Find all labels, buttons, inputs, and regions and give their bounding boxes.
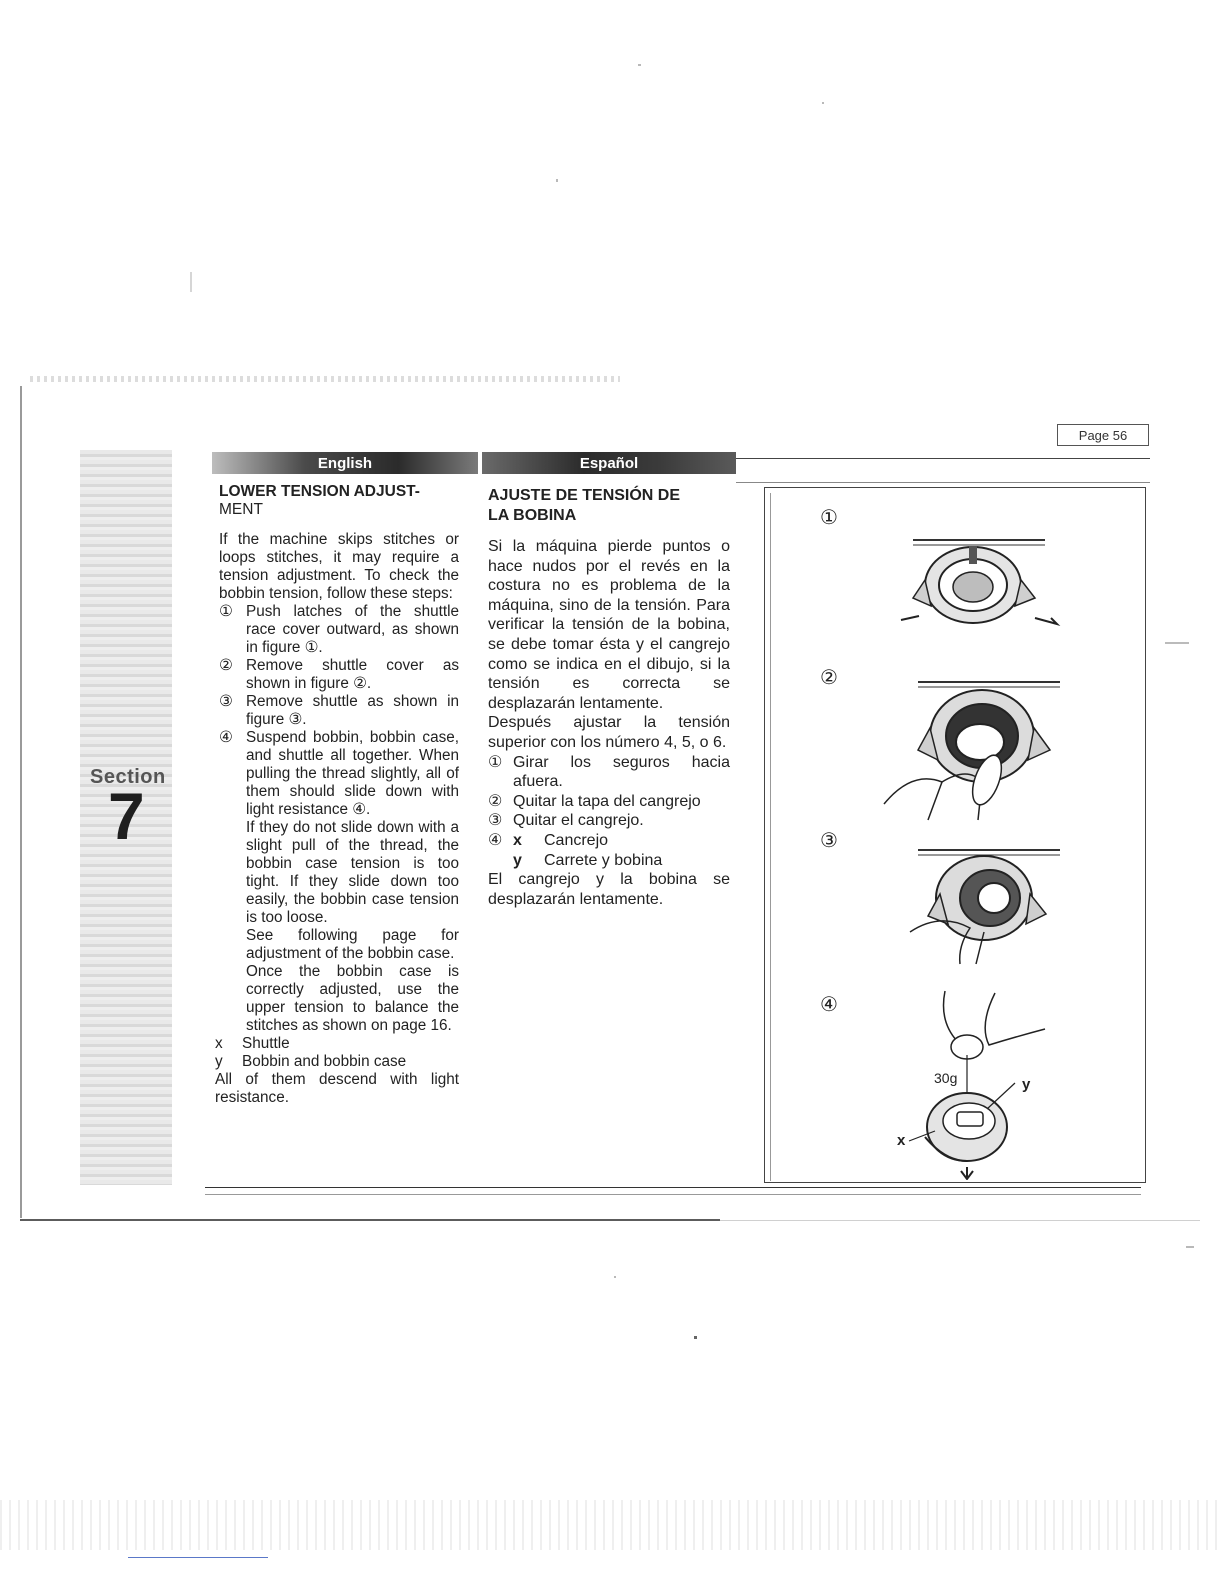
step-text: Push latches of the shuttle race cover outward, as shown in figure ①. bbox=[246, 603, 459, 656]
content-bottom-rule-faint bbox=[205, 1194, 1141, 1195]
english-intro: If the machine skips stitches or loops stitches, it may require a tension adjustment. To check the bobbin tension, follow these steps: bbox=[219, 531, 459, 602]
spanish-closing: El cangrejo y la bobina se desplazarán lentamente. bbox=[488, 871, 730, 908]
spanish-legend-y bbox=[488, 851, 730, 871]
english-column bbox=[215, 483, 459, 1107]
weight-label: 30g bbox=[934, 1070, 958, 1086]
english-step bbox=[219, 603, 459, 657]
step-number: ① bbox=[219, 603, 233, 620]
page-bottom-rule bbox=[20, 1219, 720, 1221]
legend-key: y bbox=[513, 851, 522, 869]
legend-text: Carrete y bobina bbox=[544, 851, 663, 869]
english-step bbox=[219, 657, 459, 693]
scan-speck bbox=[190, 272, 192, 292]
header-rule bbox=[736, 458, 1150, 459]
step-number: ③ bbox=[488, 812, 503, 830]
shuttle-race-cover-latches-icon bbox=[895, 528, 1065, 633]
content-bottom-rule bbox=[205, 1187, 1141, 1188]
header-rule-lower bbox=[736, 482, 1150, 483]
legend-key: y bbox=[215, 1053, 223, 1070]
scan-speck bbox=[1165, 642, 1189, 644]
spanish-legend-x bbox=[488, 831, 730, 851]
page-left-rule bbox=[20, 386, 22, 1218]
blue-scan-line bbox=[128, 1557, 268, 1558]
legend-text: Bobbin and bobbin case bbox=[242, 1053, 407, 1070]
spanish-heading bbox=[488, 486, 730, 526]
scan-speck bbox=[1186, 1246, 1194, 1248]
remove-shuttle-icon bbox=[900, 836, 1070, 966]
figure-number: ① bbox=[820, 507, 838, 529]
step-number: ② bbox=[219, 657, 233, 674]
step-text: Suspend bobbin, bobbin case, and shuttle all together. When pulling the thread slightly, all of them should slide down with light resistance ④. bbox=[246, 729, 459, 818]
english-para-tension: If they do not slide down with a slight pull of the thread, the bobbin case tension is too tight. If they slide down too easily, the bobbin case tension is too loose. bbox=[246, 819, 459, 926]
figure-number: ③ bbox=[820, 830, 838, 852]
step-text: Quitar el cangrejo. bbox=[513, 812, 644, 830]
legend-text: Shuttle bbox=[242, 1035, 290, 1052]
scan-speck bbox=[694, 1336, 697, 1339]
step-text: Quitar la tapa del cangrejo bbox=[513, 792, 701, 810]
step-text: Remove shuttle as shown in figure ③. bbox=[246, 693, 459, 728]
step-number: ② bbox=[488, 792, 503, 810]
step-number: ④ bbox=[488, 831, 503, 849]
english-heading bbox=[219, 483, 459, 519]
english-step bbox=[219, 693, 459, 729]
spanish-header-label: Español bbox=[579, 454, 639, 472]
spanish-heading-line1: AJUSTE DE TENSIÓN DE bbox=[488, 487, 681, 504]
figure-label-y: y bbox=[1022, 1076, 1031, 1093]
english-closing: All of them descend with light resistance. bbox=[215, 1071, 459, 1106]
scan-noise-bottom bbox=[0, 1500, 1224, 1550]
section-number: 7 bbox=[108, 779, 145, 853]
step-number: ① bbox=[488, 753, 503, 771]
spanish-column bbox=[488, 486, 730, 909]
spanish-heading-line2: LA BOBINA bbox=[488, 507, 577, 524]
spanish-header-bar bbox=[482, 452, 736, 474]
scan-speck bbox=[556, 179, 558, 182]
figure-number: ② bbox=[820, 667, 838, 689]
scan-speck bbox=[822, 102, 824, 104]
english-heading-line1: LOWER TENSION ADJUST- bbox=[219, 483, 420, 500]
page-number: Page 56 bbox=[1078, 427, 1128, 443]
figure-label-x: x bbox=[897, 1132, 906, 1149]
scan-speck bbox=[614, 1276, 616, 1278]
page-number-box bbox=[1057, 424, 1149, 446]
english-step bbox=[219, 729, 459, 819]
english-legend-x bbox=[215, 1035, 459, 1053]
spanish-intro: Si la máquina pierde puntos o hace nudos por el revés en la costura no es problema de la máquina, sino de la tensión. Para verificar la tensión de la bobina, se debe tomar ésta y el cangrejo como se indica en el dibujo, si la tensión es correcta se desplazarán lentamente. bbox=[488, 538, 730, 712]
spanish-step bbox=[488, 811, 730, 831]
spanish-after: Después ajustar la tensión superior con los número 4, 5, o 6. bbox=[488, 714, 730, 751]
spanish-step bbox=[488, 753, 730, 792]
english-header-bar bbox=[212, 452, 478, 474]
english-header-label: English bbox=[317, 454, 373, 472]
english-para-see: See following page for adjustment of the bobbin case. bbox=[246, 927, 459, 962]
step-text: Remove shuttle cover as shown in figure ②. bbox=[246, 657, 459, 692]
step-number: ④ bbox=[219, 729, 233, 746]
english-legend-y bbox=[215, 1053, 459, 1071]
legend-key: x bbox=[513, 831, 522, 849]
spanish-step bbox=[488, 792, 730, 812]
page-bottom-rule-faint bbox=[720, 1220, 1200, 1221]
scan-noise-top bbox=[30, 376, 620, 382]
figures-panel-inner-rule bbox=[770, 493, 771, 1181]
english-para-once: Once the bobbin case is correctly adjusted, use the upper tension to balance the stitches as shown on page 16. bbox=[246, 963, 459, 1034]
section-label: Section bbox=[90, 766, 166, 788]
legend-key: x bbox=[215, 1035, 223, 1052]
step-number: ③ bbox=[219, 693, 233, 710]
legend-text: Cancrejo bbox=[544, 831, 609, 849]
remove-shuttle-cover-icon bbox=[882, 670, 1067, 825]
step-text: Girar los seguros hacia afuera. bbox=[513, 753, 730, 791]
scan-speck bbox=[638, 64, 641, 66]
english-heading-line2: MENT bbox=[219, 501, 263, 518]
figure-number: ④ bbox=[820, 994, 838, 1016]
suspend-bobbin-case-icon bbox=[895, 985, 1055, 1180]
